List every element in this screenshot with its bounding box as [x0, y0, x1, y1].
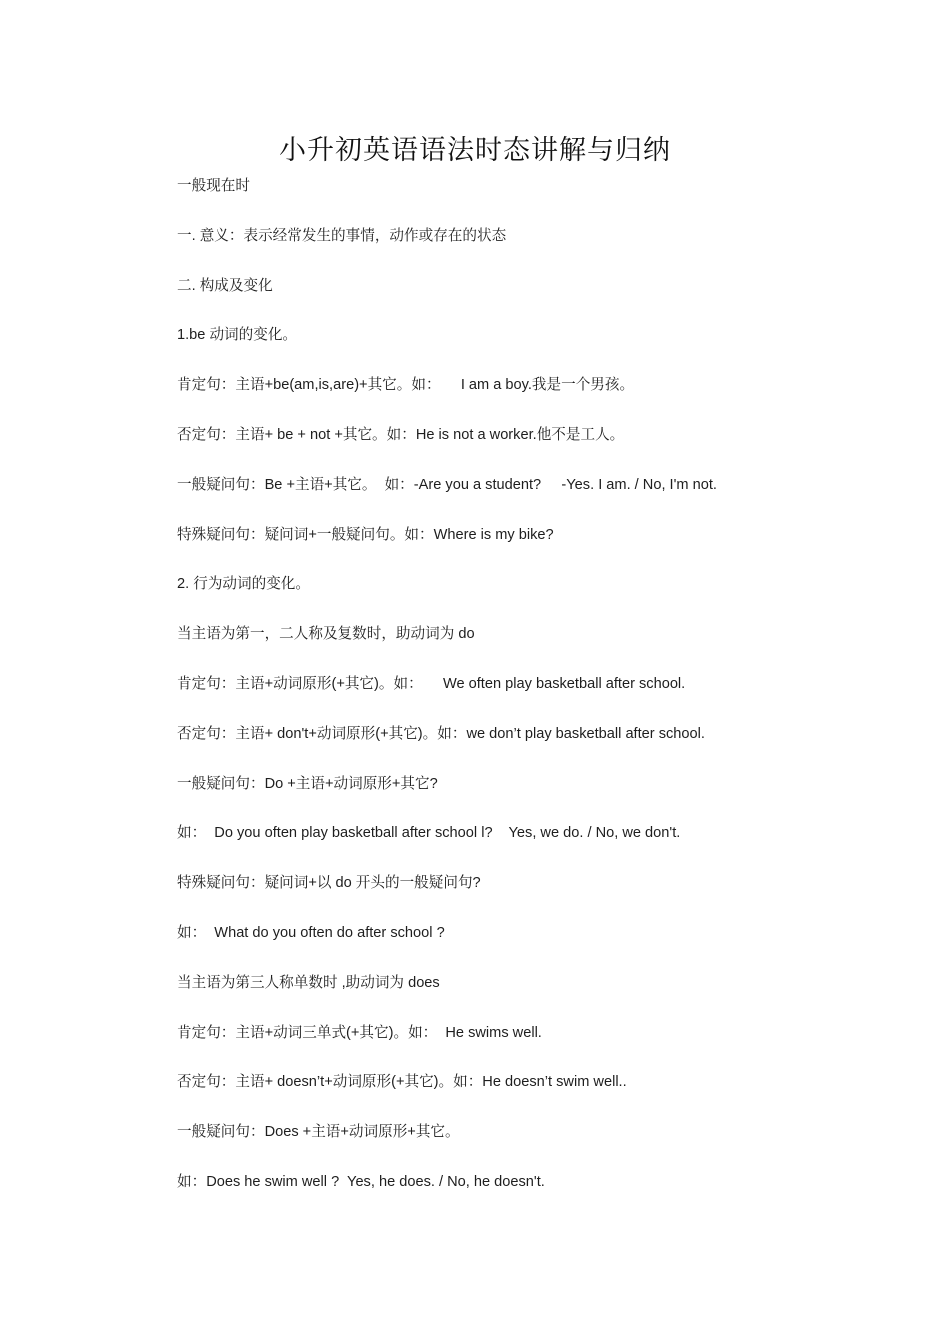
- body-line: 如： What do you often do after school ?: [177, 924, 445, 941]
- body-line: 特殊疑问句：疑问词+以 do 开头的一般疑问句?: [177, 875, 481, 892]
- body-line: 一般疑问句：Does +主语+动词原形+其它。: [177, 1124, 460, 1141]
- body-line: 当主语为第一，二人称及复数时，助动词为 do: [177, 626, 475, 643]
- body-line: 一般现在时: [177, 178, 250, 194]
- body-line: 当主语为第三人称单数时 ,助动词为 does: [177, 974, 440, 991]
- body-line: 二. 构成及变化: [177, 277, 273, 294]
- body-line: 一般疑问句：Do +主语+动词原形+其它?: [177, 775, 438, 792]
- body-line: 1.be 动词的变化。: [177, 327, 298, 344]
- body-line: 否定句：主语+ don't+动词原形(+其它)。如：we don’t play basketball after school.: [177, 725, 705, 742]
- body-line: 一. 意义：表示经常发生的事情，动作或存在的状态: [177, 227, 507, 244]
- body-line: 如：Does he swim well ? Yes, he does. / No, he doesn't.: [177, 1173, 545, 1190]
- body-line: 特殊疑问句：疑问词+一般疑问句。如：Where is my bike?: [177, 526, 554, 543]
- document-body: [177, 173, 877, 1219]
- body-line: 一般疑问句：Be +主语+其它。 如：-Are you a student? -Yes. I am. / No, I'm not.: [177, 476, 717, 493]
- body-line: 如： Do you often play basketball after school l? Yes, we do. / No, we don't.: [177, 825, 681, 842]
- body-line: 否定句：主语+ doesn’t+动词原形(+其它)。如：He doesn’t swim well..: [177, 1074, 627, 1091]
- body-line: 否定句：主语+ be + not +其它。如：He is not a worker.他不是工人。: [177, 426, 625, 443]
- body-line: 肯定句：主语+be(am,is,are)+其它。如： I am a boy.我是一个男孩。: [177, 377, 635, 394]
- document-title: 小升初英语语法时态讲解与归纳: [279, 135, 671, 166]
- body-line: 2. 行为动词的变化。: [177, 576, 310, 593]
- body-line: 肯定句：主语+动词三单式(+其它)。如： He swims well.: [177, 1024, 542, 1041]
- body-line: 肯定句：主语+动词原形(+其它)。如： We often play basketball after school.: [177, 675, 686, 692]
